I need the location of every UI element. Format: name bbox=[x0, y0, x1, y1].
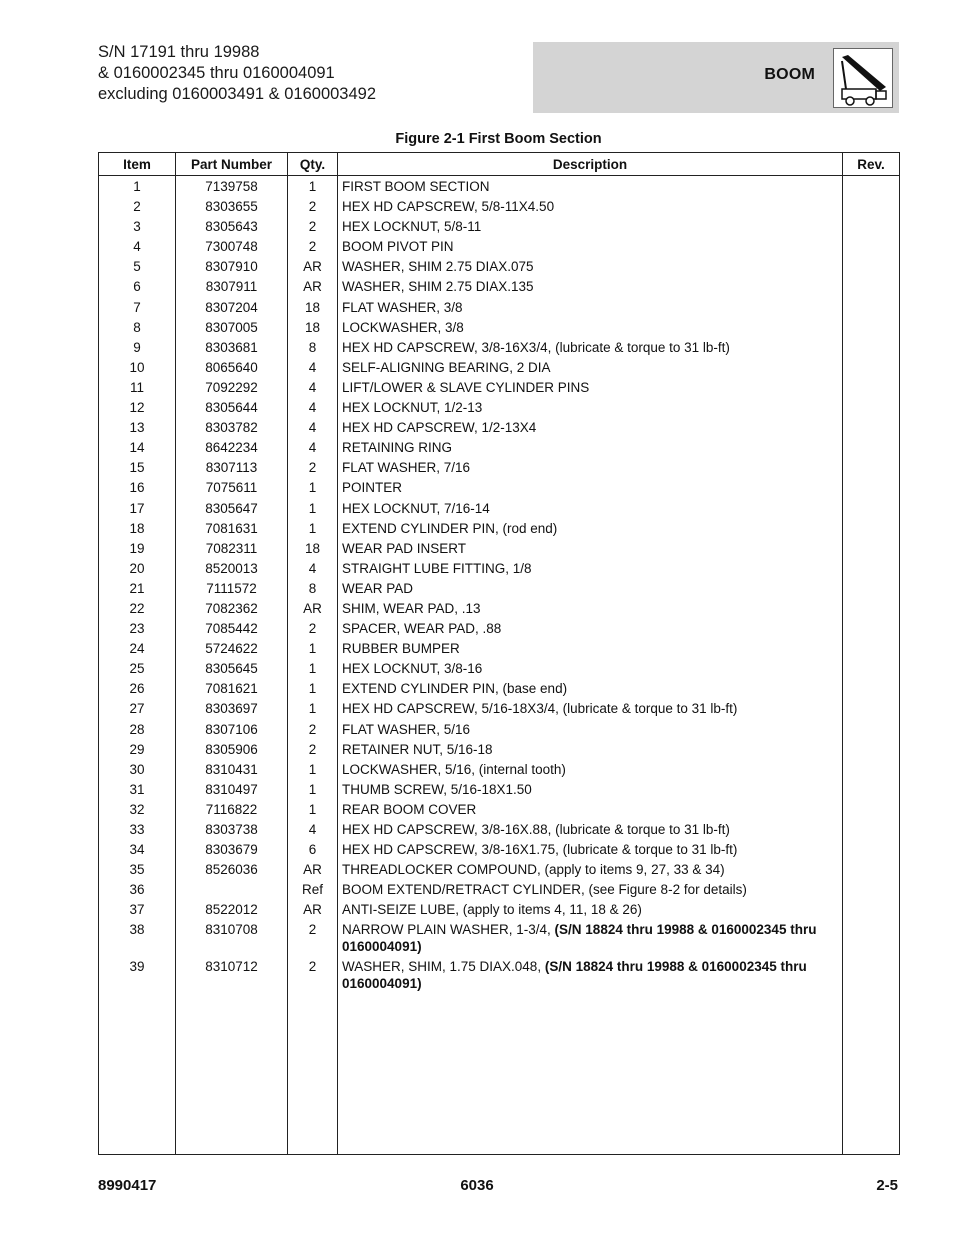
quantity: 2 bbox=[288, 238, 338, 258]
revision bbox=[843, 379, 900, 399]
description-text: WASHER, SHIM, 1.75 DIAX.048, bbox=[342, 959, 545, 975]
revision bbox=[843, 640, 900, 660]
table-row bbox=[99, 399, 900, 419]
part-number: 7116822 bbox=[176, 801, 288, 821]
part-number: 7085442 bbox=[176, 620, 288, 640]
quantity: 4 bbox=[288, 399, 338, 419]
description bbox=[338, 258, 843, 278]
section-label: BOOM bbox=[764, 66, 815, 83]
part-number: 8303679 bbox=[176, 841, 288, 861]
quantity: 2 bbox=[288, 721, 338, 741]
description bbox=[338, 821, 843, 841]
description-text: THREADLOCKER COMPOUND, (apply to items 9, 27, 33 & 34) bbox=[342, 862, 725, 878]
table-row bbox=[99, 580, 900, 600]
item-number: 7 bbox=[99, 299, 176, 319]
description bbox=[338, 459, 843, 479]
serial-line-2: & 0160002345 thru 0160004091 bbox=[98, 64, 335, 82]
quantity: 4 bbox=[288, 821, 338, 841]
revision bbox=[843, 176, 900, 199]
item-number: 39 bbox=[99, 958, 176, 995]
item-number: 3 bbox=[99, 218, 176, 238]
quantity: 1 bbox=[288, 680, 338, 700]
table-row bbox=[99, 861, 900, 881]
empty-cell bbox=[288, 995, 338, 1154]
revision bbox=[843, 218, 900, 238]
table-row bbox=[99, 278, 900, 298]
quantity: 1 bbox=[288, 781, 338, 801]
table-row bbox=[99, 238, 900, 258]
table-row bbox=[99, 680, 900, 700]
quantity: 18 bbox=[288, 540, 338, 560]
item-number: 36 bbox=[99, 881, 176, 901]
revision bbox=[843, 439, 900, 459]
item-number: 35 bbox=[99, 861, 176, 881]
revision bbox=[843, 901, 900, 921]
revision bbox=[843, 721, 900, 741]
empty-cell bbox=[338, 995, 843, 1154]
item-number: 9 bbox=[99, 339, 176, 359]
part-number: 8065640 bbox=[176, 359, 288, 379]
description-text: FLAT WASHER, 3/8 bbox=[342, 299, 463, 315]
item-number: 27 bbox=[99, 700, 176, 720]
parts-table bbox=[98, 152, 900, 1155]
boom-lift-icon bbox=[833, 48, 893, 108]
part-number: 8520013 bbox=[176, 560, 288, 580]
description bbox=[338, 761, 843, 781]
description bbox=[338, 319, 843, 339]
table-row bbox=[99, 419, 900, 439]
empty-cell bbox=[99, 995, 176, 1154]
description bbox=[338, 921, 843, 958]
item-number: 33 bbox=[99, 821, 176, 841]
item-number: 38 bbox=[99, 921, 176, 958]
column-header-description: Description bbox=[338, 153, 843, 176]
revision bbox=[843, 680, 900, 700]
quantity: 2 bbox=[288, 218, 338, 238]
table-row bbox=[99, 901, 900, 921]
description bbox=[338, 861, 843, 881]
quantity: 4 bbox=[288, 419, 338, 439]
part-number: 8307005 bbox=[176, 319, 288, 339]
quantity: 2 bbox=[288, 958, 338, 995]
item-number: 8 bbox=[99, 319, 176, 339]
quantity: 18 bbox=[288, 299, 338, 319]
description-text: SHIM, WEAR PAD, .13 bbox=[342, 600, 481, 616]
item-number: 11 bbox=[99, 379, 176, 399]
item-number: 24 bbox=[99, 640, 176, 660]
item-number: 6 bbox=[99, 278, 176, 298]
table-row bbox=[99, 741, 900, 761]
quantity: 18 bbox=[288, 319, 338, 339]
part-number: 8303697 bbox=[176, 700, 288, 720]
revision bbox=[843, 761, 900, 781]
revision bbox=[843, 319, 900, 339]
description bbox=[338, 640, 843, 660]
description-text: HEX HD CAPSCREW, 3/8-16X3/4, (lubricate & torque to 31 lb-ft) bbox=[342, 339, 730, 355]
part-number: 7300748 bbox=[176, 238, 288, 258]
description-text: STRAIGHT LUBE FITTING, 1/8 bbox=[342, 560, 532, 576]
table-row bbox=[99, 721, 900, 741]
item-number: 17 bbox=[99, 500, 176, 520]
item-number: 5 bbox=[99, 258, 176, 278]
description-text: REAR BOOM COVER bbox=[342, 801, 477, 817]
description bbox=[338, 218, 843, 238]
quantity: 8 bbox=[288, 339, 338, 359]
description bbox=[338, 881, 843, 901]
revision bbox=[843, 741, 900, 761]
table-row bbox=[99, 560, 900, 580]
part-number: 8526036 bbox=[176, 861, 288, 881]
description bbox=[338, 700, 843, 720]
item-number: 32 bbox=[99, 801, 176, 821]
description-text: HEX HD CAPSCREW, 3/8-16X.88, (lubricate & torque to 31 lb-ft) bbox=[342, 822, 730, 837]
part-number: 7082362 bbox=[176, 600, 288, 620]
table-row bbox=[99, 299, 900, 319]
part-number: 8303738 bbox=[176, 821, 288, 841]
description bbox=[338, 781, 843, 801]
description bbox=[338, 560, 843, 580]
table-row bbox=[99, 881, 900, 901]
item-number: 18 bbox=[99, 520, 176, 540]
revision bbox=[843, 781, 900, 801]
quantity: AR bbox=[288, 600, 338, 620]
empty-cell bbox=[176, 995, 288, 1154]
section-tab bbox=[533, 42, 899, 113]
revision bbox=[843, 540, 900, 560]
revision bbox=[843, 881, 900, 901]
table-row bbox=[99, 379, 900, 399]
footer-page-number: 2-5 bbox=[876, 1177, 898, 1194]
footer-document-number: 8990417 bbox=[98, 1177, 157, 1194]
description bbox=[338, 299, 843, 319]
description-text: HEX HD CAPSCREW, 3/8-16X1.75, (lubricate & torque to 31 lb-ft) bbox=[342, 842, 738, 858]
revision bbox=[843, 600, 900, 620]
description-text: POINTER bbox=[342, 480, 403, 496]
description bbox=[338, 580, 843, 600]
description bbox=[338, 958, 843, 995]
item-number: 31 bbox=[99, 781, 176, 801]
item-number: 34 bbox=[99, 841, 176, 861]
description bbox=[338, 238, 843, 258]
table-row bbox=[99, 319, 900, 339]
description-text: RETAINER NUT, 5/16-18 bbox=[342, 741, 493, 757]
serial-line-1: S/N 17191 thru 19988 bbox=[98, 43, 260, 61]
part-number: 8307106 bbox=[176, 721, 288, 741]
quantity: 4 bbox=[288, 560, 338, 580]
table-row bbox=[99, 176, 900, 199]
quantity: 4 bbox=[288, 359, 338, 379]
part-number: 8310708 bbox=[176, 921, 288, 958]
description-text: WEAR PAD INSERT bbox=[342, 540, 467, 556]
table-row bbox=[99, 540, 900, 560]
description bbox=[338, 680, 843, 700]
description-text: SELF-ALIGNING BEARING, 2 DIA bbox=[342, 359, 551, 375]
serial-applicability-note: (S/N 18824 thru 19988 & 0160002345 thru 0160004091) bbox=[342, 959, 807, 992]
table-row bbox=[99, 479, 900, 499]
part-number: 8305906 bbox=[176, 741, 288, 761]
quantity: 8 bbox=[288, 580, 338, 600]
description-text: ANTI-SEIZE LUBE, (apply to items 4, 11, 18 & 26) bbox=[342, 902, 642, 918]
description bbox=[338, 660, 843, 680]
description-text: HEX LOCKNUT, 7/16-14 bbox=[342, 500, 490, 516]
description bbox=[338, 359, 843, 379]
table-filler-row bbox=[99, 995, 900, 1154]
table-row bbox=[99, 459, 900, 479]
part-number: 8305647 bbox=[176, 500, 288, 520]
description-text: EXTEND CYLINDER PIN, (base end) bbox=[342, 681, 568, 697]
quantity: 1 bbox=[288, 176, 338, 199]
description bbox=[338, 721, 843, 741]
description bbox=[338, 479, 843, 499]
item-number: 13 bbox=[99, 419, 176, 439]
description bbox=[338, 500, 843, 520]
part-number: 8303655 bbox=[176, 198, 288, 218]
revision bbox=[843, 419, 900, 439]
description bbox=[338, 399, 843, 419]
item-number: 2 bbox=[99, 198, 176, 218]
table-row bbox=[99, 700, 900, 720]
quantity: 1 bbox=[288, 520, 338, 540]
part-number: 7139758 bbox=[176, 176, 288, 199]
description-text: LIFT/LOWER & SLAVE CYLINDER PINS bbox=[342, 379, 590, 395]
revision bbox=[843, 520, 900, 540]
part-number: 8305645 bbox=[176, 660, 288, 680]
description-text: HEX LOCKNUT, 5/8-11 bbox=[342, 219, 482, 235]
table-row bbox=[99, 761, 900, 781]
quantity: 2 bbox=[288, 921, 338, 958]
revision bbox=[843, 299, 900, 319]
table-row bbox=[99, 600, 900, 620]
description bbox=[338, 379, 843, 399]
item-number: 20 bbox=[99, 560, 176, 580]
item-number: 10 bbox=[99, 359, 176, 379]
part-number: 8307911 bbox=[176, 278, 288, 298]
description-text: FIRST BOOM SECTION bbox=[342, 179, 490, 194]
quantity: AR bbox=[288, 278, 338, 298]
description-text: RUBBER BUMPER bbox=[342, 641, 460, 657]
footer-model-number: 6036 bbox=[460, 1177, 494, 1194]
item-number: 15 bbox=[99, 459, 176, 479]
part-number: 8305643 bbox=[176, 218, 288, 238]
revision bbox=[843, 500, 900, 520]
item-number: 25 bbox=[99, 660, 176, 680]
item-number: 4 bbox=[99, 238, 176, 258]
description-text: THUMB SCREW, 5/16-18X1.50 bbox=[342, 781, 532, 797]
column-header-rev: Rev. bbox=[843, 153, 900, 176]
description-text: BOOM PIVOT PIN bbox=[342, 239, 454, 255]
part-number: 8642234 bbox=[176, 439, 288, 459]
description bbox=[338, 278, 843, 298]
quantity: 1 bbox=[288, 660, 338, 680]
part-number: 7081631 bbox=[176, 520, 288, 540]
description-text: SPACER, WEAR PAD, .88 bbox=[342, 621, 502, 637]
description-text: WASHER, SHIM 2.75 DIAX.075 bbox=[342, 259, 534, 275]
item-number: 29 bbox=[99, 741, 176, 761]
description bbox=[338, 540, 843, 560]
serial-number-block bbox=[98, 42, 376, 105]
table-row bbox=[99, 660, 900, 680]
quantity: 1 bbox=[288, 640, 338, 660]
column-header-part-number: Part Number bbox=[176, 153, 288, 176]
item-number: 12 bbox=[99, 399, 176, 419]
quantity: 1 bbox=[288, 761, 338, 781]
description-text: HEX HD CAPSCREW, 1/2-13X4 bbox=[342, 420, 537, 436]
quantity: 4 bbox=[288, 439, 338, 459]
part-number: 7111572 bbox=[176, 580, 288, 600]
item-number: 16 bbox=[99, 479, 176, 499]
table-row bbox=[99, 801, 900, 821]
revision bbox=[843, 560, 900, 580]
table-row bbox=[99, 359, 900, 379]
revision bbox=[843, 821, 900, 841]
part-number: 8307204 bbox=[176, 299, 288, 319]
quantity: 2 bbox=[288, 459, 338, 479]
revision bbox=[843, 479, 900, 499]
description-text: BOOM EXTEND/RETRACT CYLINDER, (see Figure 8-2 for details) bbox=[342, 882, 747, 898]
description-text: HEX HD CAPSCREW, 5/8-11X4.50 bbox=[342, 199, 555, 215]
part-number: 8303782 bbox=[176, 419, 288, 439]
table-row bbox=[99, 218, 900, 238]
revision bbox=[843, 198, 900, 218]
table-row bbox=[99, 821, 900, 841]
quantity: Ref bbox=[288, 881, 338, 901]
revision bbox=[843, 399, 900, 419]
description-text: EXTEND CYLINDER PIN, (rod end) bbox=[342, 520, 558, 536]
part-number: 7082311 bbox=[176, 540, 288, 560]
table-row bbox=[99, 520, 900, 540]
quantity: 2 bbox=[288, 741, 338, 761]
part-number: 8305644 bbox=[176, 399, 288, 419]
part-number: 5724622 bbox=[176, 640, 288, 660]
revision bbox=[843, 580, 900, 600]
description bbox=[338, 741, 843, 761]
description-text: HEX LOCKNUT, 1/2-13 bbox=[342, 400, 483, 416]
table-header-row bbox=[99, 153, 900, 176]
item-number: 14 bbox=[99, 439, 176, 459]
table-row bbox=[99, 921, 900, 958]
part-number: 8303681 bbox=[176, 339, 288, 359]
revision bbox=[843, 921, 900, 958]
quantity: 1 bbox=[288, 500, 338, 520]
quantity: 2 bbox=[288, 620, 338, 640]
description-text: RETAINING RING bbox=[342, 440, 453, 456]
part-number bbox=[176, 881, 288, 901]
description-text: LOCKWASHER, 3/8 bbox=[342, 319, 464, 335]
table-row bbox=[99, 841, 900, 861]
quantity: AR bbox=[288, 861, 338, 881]
description-text: FLAT WASHER, 7/16 bbox=[342, 460, 471, 476]
description-text: WASHER, SHIM 2.75 DIAX.135 bbox=[342, 279, 534, 295]
item-number: 22 bbox=[99, 600, 176, 620]
description bbox=[338, 520, 843, 540]
table-row bbox=[99, 339, 900, 359]
quantity: AR bbox=[288, 258, 338, 278]
column-header-qty: Qty. bbox=[288, 153, 338, 176]
revision bbox=[843, 958, 900, 995]
part-number: 8310712 bbox=[176, 958, 288, 995]
serial-line-3: excluding 0160003491 & 0160003492 bbox=[98, 85, 377, 103]
description-text: HEX LOCKNUT, 3/8-16 bbox=[342, 661, 483, 677]
item-number: 1 bbox=[99, 176, 176, 199]
revision bbox=[843, 801, 900, 821]
serial-applicability-note: (S/N 18824 thru 19988 & 0160002345 thru 0160004091) bbox=[342, 922, 817, 955]
description-text: WEAR PAD bbox=[342, 580, 414, 596]
part-number: 7092292 bbox=[176, 379, 288, 399]
part-number: 8522012 bbox=[176, 901, 288, 921]
quantity: 1 bbox=[288, 801, 338, 821]
empty-cell bbox=[843, 995, 900, 1154]
description bbox=[338, 801, 843, 821]
item-number: 37 bbox=[99, 901, 176, 921]
quantity: 1 bbox=[288, 479, 338, 499]
description bbox=[338, 176, 843, 199]
item-number: 23 bbox=[99, 620, 176, 640]
revision bbox=[843, 278, 900, 298]
quantity: 6 bbox=[288, 841, 338, 861]
description-text: LOCKWASHER, 5/16, (internal tooth) bbox=[342, 761, 566, 777]
quantity: 4 bbox=[288, 379, 338, 399]
item-number: 26 bbox=[99, 680, 176, 700]
revision bbox=[843, 339, 900, 359]
description-text: HEX HD CAPSCREW, 5/16-18X3/4, (lubricate & torque to 31 lb-ft) bbox=[342, 701, 738, 717]
description bbox=[338, 620, 843, 640]
revision bbox=[843, 459, 900, 479]
table-row bbox=[99, 258, 900, 278]
description bbox=[338, 339, 843, 359]
description-text: NARROW PLAIN WASHER, 1-3/4, bbox=[342, 922, 555, 938]
column-header-item: Item bbox=[99, 153, 176, 176]
table-row bbox=[99, 781, 900, 801]
item-number: 21 bbox=[99, 580, 176, 600]
revision bbox=[843, 620, 900, 640]
table-row bbox=[99, 500, 900, 520]
item-number: 28 bbox=[99, 721, 176, 741]
description bbox=[338, 600, 843, 620]
table-row bbox=[99, 958, 900, 995]
part-number: 8310431 bbox=[176, 761, 288, 781]
revision bbox=[843, 660, 900, 680]
description bbox=[338, 841, 843, 861]
revision bbox=[843, 359, 900, 379]
revision bbox=[843, 700, 900, 720]
revision bbox=[843, 841, 900, 861]
description-text: FLAT WASHER, 5/16 bbox=[342, 721, 471, 737]
table-row bbox=[99, 640, 900, 660]
description bbox=[338, 198, 843, 218]
quantity: 1 bbox=[288, 700, 338, 720]
part-number: 7075611 bbox=[176, 479, 288, 499]
description bbox=[338, 901, 843, 921]
description bbox=[338, 419, 843, 439]
item-number: 30 bbox=[99, 761, 176, 781]
quantity: 2 bbox=[288, 198, 338, 218]
description bbox=[338, 439, 843, 459]
part-number: 8307910 bbox=[176, 258, 288, 278]
part-number: 8310497 bbox=[176, 781, 288, 801]
revision bbox=[843, 258, 900, 278]
table-row bbox=[99, 198, 900, 218]
revision bbox=[843, 861, 900, 881]
item-number: 19 bbox=[99, 540, 176, 560]
table-row bbox=[99, 439, 900, 459]
table-row bbox=[99, 620, 900, 640]
quantity: AR bbox=[288, 901, 338, 921]
part-number: 7081621 bbox=[176, 680, 288, 700]
revision bbox=[843, 238, 900, 258]
figure-title: Figure 2-1 First Boom Section bbox=[395, 131, 602, 147]
part-number: 8307113 bbox=[176, 459, 288, 479]
